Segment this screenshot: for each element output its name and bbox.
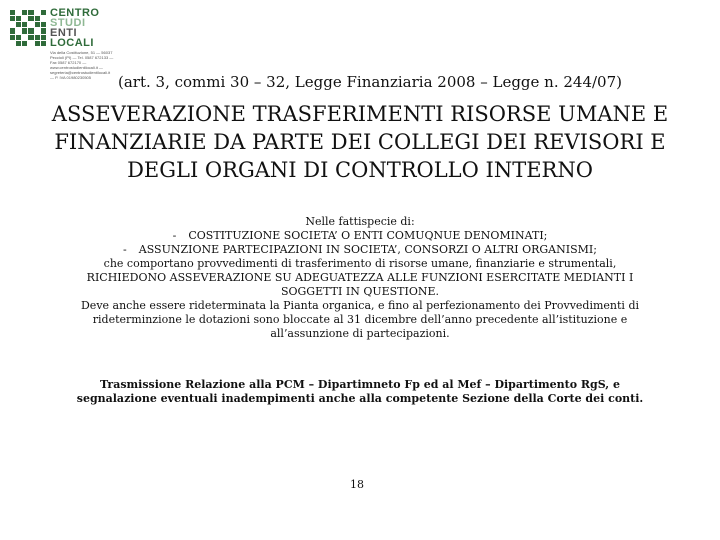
line3: che comportano provvedimenti di trasferimento di risorse umane, finanziarie e strumentali, [103,257,617,270]
logo-name-line2: STUDI [50,17,86,29]
list-item [60,243,660,257]
list-dash: - [172,229,177,242]
logo-address: Via della Costituzione, 51 — 56037 Peccioli (PI) — Tel. 0587 672133 — Fax 0587 672170 — www.centrostudientilocali.it — segreteria@centrostudientilocali.it — P. IVA 01980230505 [50,50,114,80]
logo-name-line1: CENTRO [50,7,100,19]
page-title: ASSEVERAZIONE TRASFERIMENTI RISORSE UMANE E FINANZIARIE DA PARTE DEI COLLEGI DEI REVISORI E DEGLI ORGANI DI CONTROLLO INTERNO [51,102,669,182]
list-dash: - [123,243,127,256]
logo-name [50,8,99,48]
subtitle: (art. 3, commi 30 – 32, Legge Finanziaria 2008 – Legge n. 244/07) [118,73,622,91]
line5: Deve anche essere rideterminata la Pianta organica, e fino al perfezionamento dei Provvedimenti di rideterminzione le dotazioni sono bloccate al 31 dicembre dell’anno precedente all’istituzione e all’assunzione di partecipazioni. [80,299,640,340]
logo-mark [10,10,46,46]
line4: RICHIEDONO ASSEVERAZIONE SU ADEGUATEZZA ALLE FUNZIONI ESERCITATE MEDIANTI I SOGGETTI IN QUESTIONE. [86,271,634,298]
logo-name-line3: ENTI [50,27,78,39]
list-item-text: ASSUNZIONE PARTECIPAZIONI IN SOCIETA’, CONSORZI O ALTRI ORGANISMI; [138,243,597,256]
list-item-text: COSTITUZIONE SOCIETA’ O ENTI COMUQNUE DENOMINATI; [188,229,548,242]
page-number: 18 [350,478,364,491]
list-item [60,229,660,243]
logo-name-line4: LOCALI [50,37,94,49]
centro-studi-logo [6,4,114,90]
intro: Nelle fattispecie di: [305,215,415,228]
body-text [60,215,660,341]
trasmissione-note: Trasmissione Relazione alla PCM – Dipartimneto Fp ed al Mef – Dipartimento RgS, e segnalazione eventuali inadempimenti anche alla competente Sezione della Corte dei conti. [76,378,644,405]
